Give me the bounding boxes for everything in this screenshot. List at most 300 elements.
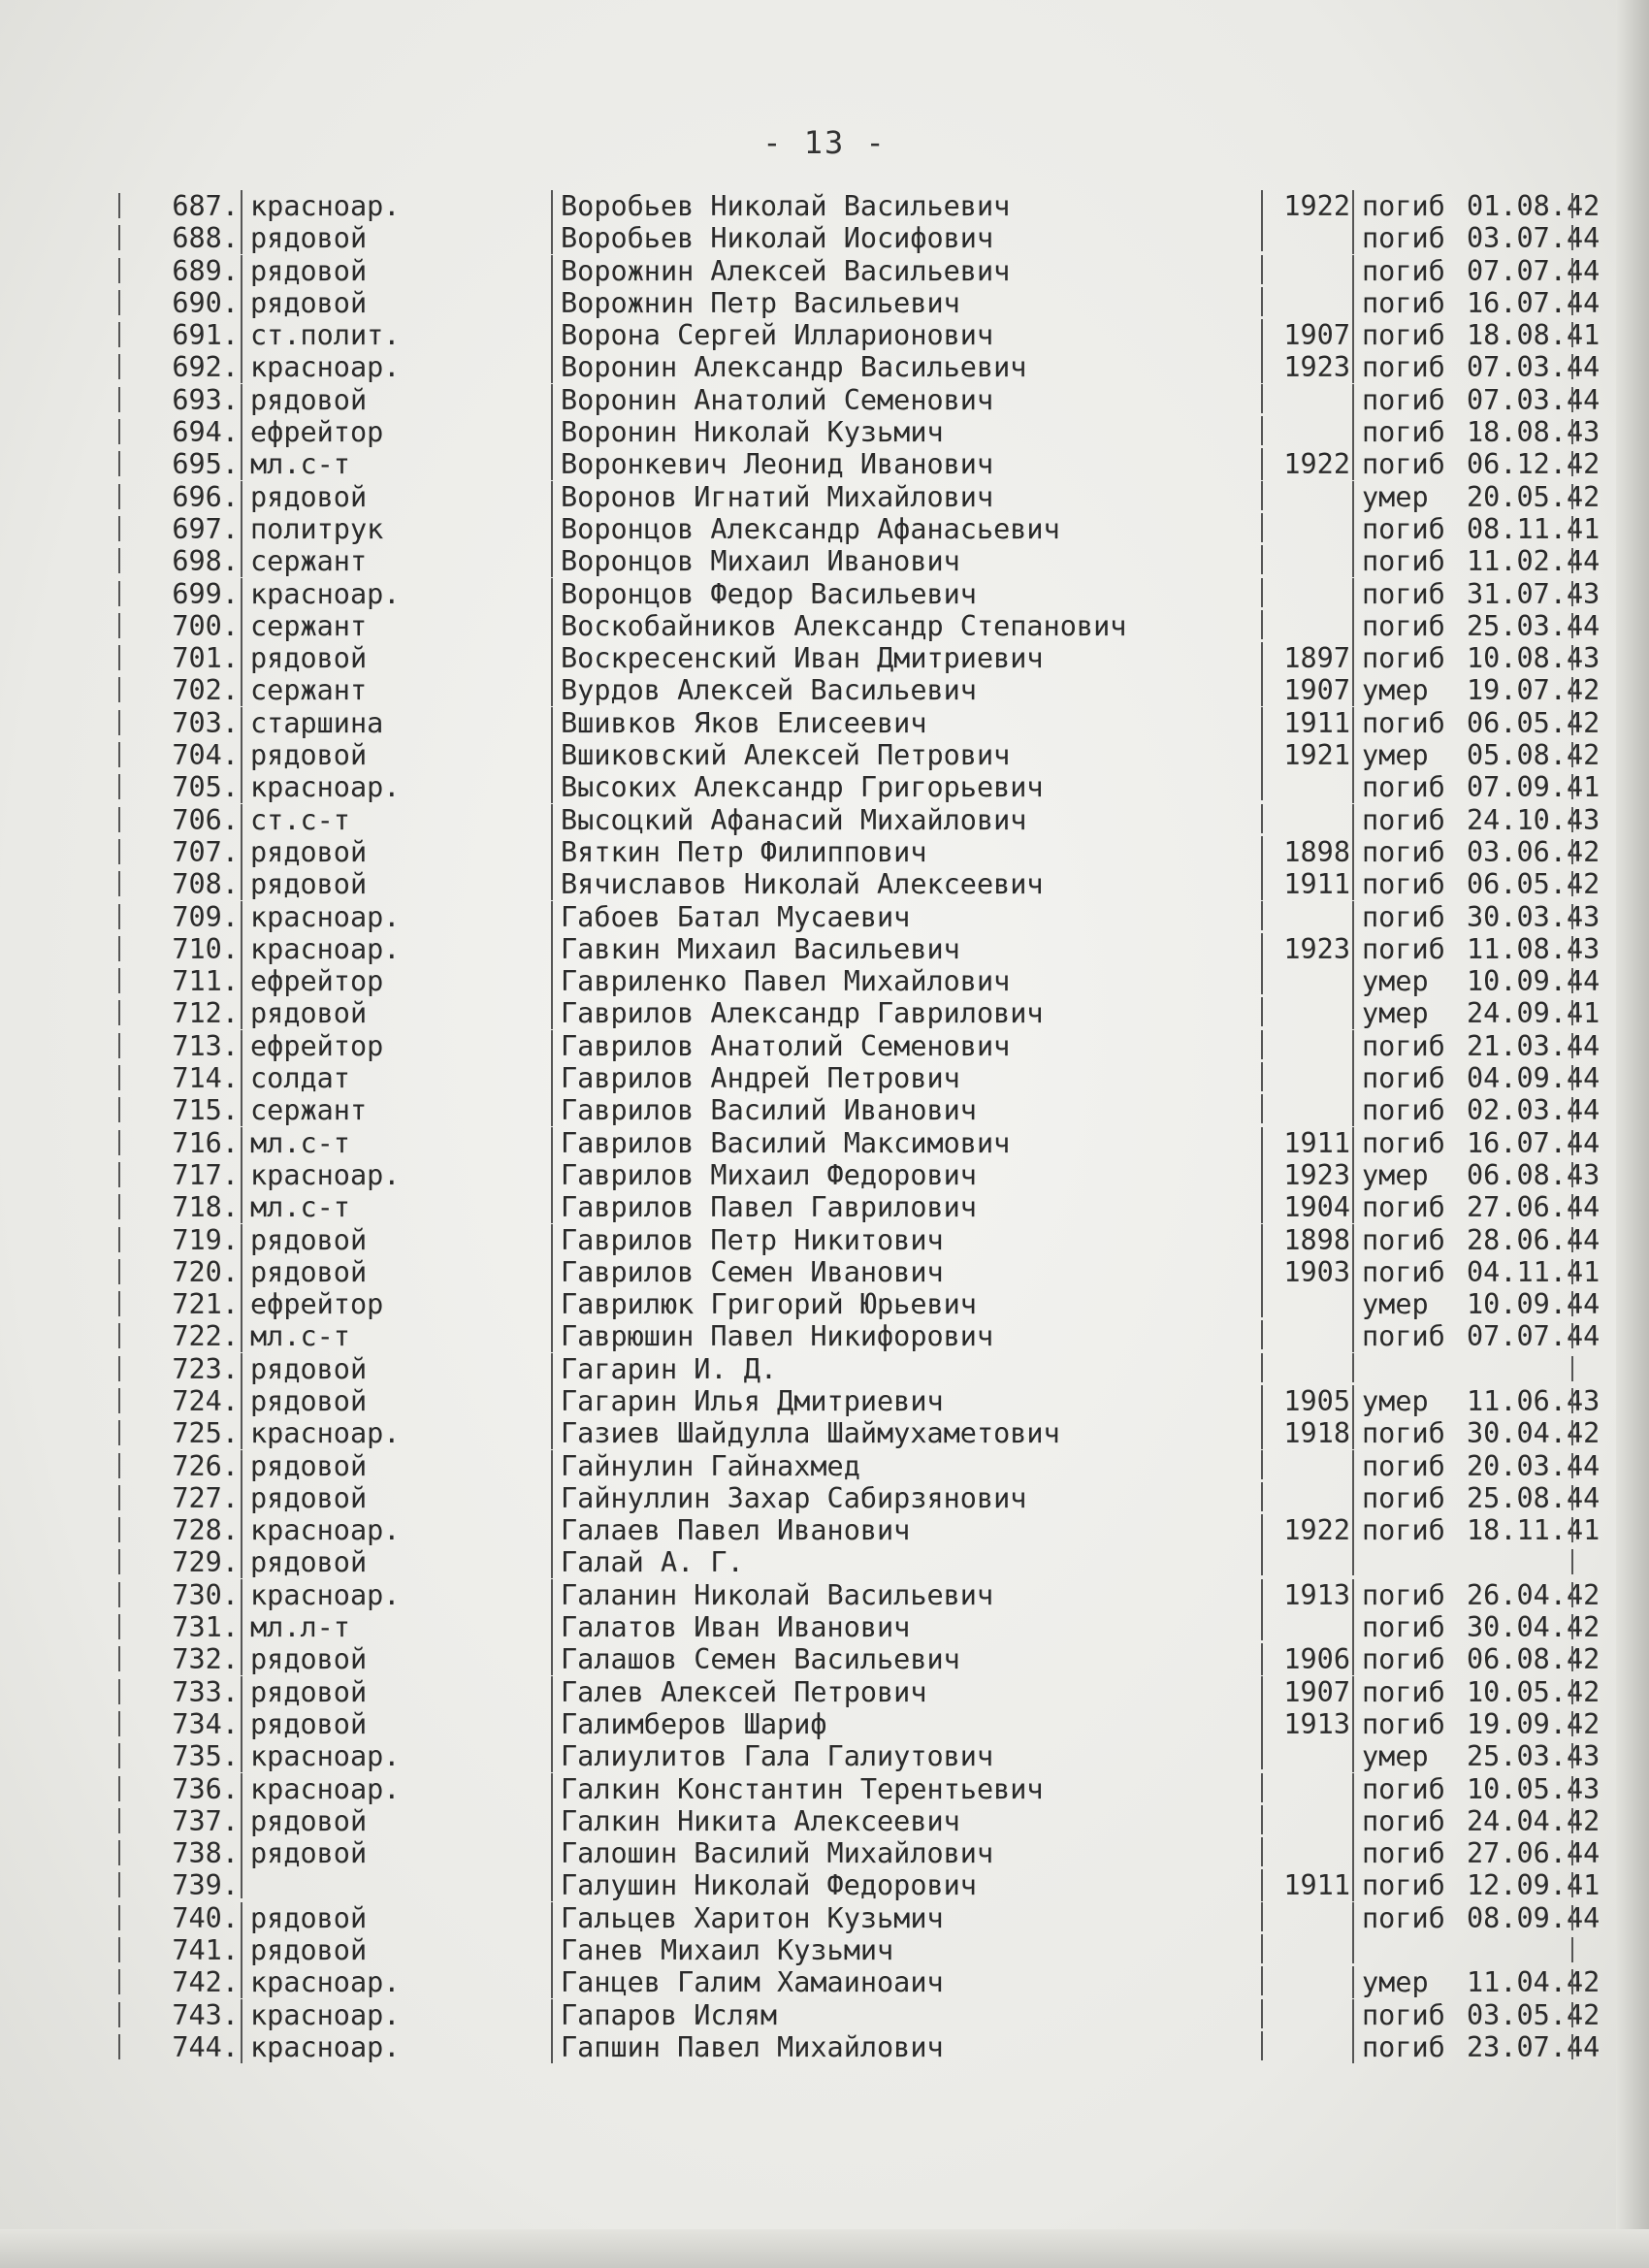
full-name-cell: Воскобайников Александр Степанович — [551, 610, 1267, 642]
table-row — [118, 2030, 1600, 2063]
birth-year-cell — [1261, 804, 1354, 833]
birth-year-cell — [1261, 1740, 1354, 1769]
birth-year-cell — [1261, 513, 1354, 542]
rank-cell: рядовой — [241, 868, 561, 900]
rank-cell: красноар. — [241, 901, 561, 933]
entry-number: 741. — [172, 1934, 239, 1967]
table-row — [118, 1126, 1600, 1159]
table-row — [118, 900, 1600, 933]
full-name-cell: Гайнулин Гайнахмед — [551, 1450, 1267, 1482]
full-name-cell: Вшиковский Алексей Петрович — [551, 739, 1267, 771]
date-cell: 04.09.44 — [1467, 1062, 1600, 1095]
full-name-cell: Гаврилов Петр Никитович — [551, 1224, 1267, 1256]
table-row — [118, 642, 1600, 675]
entry-number: 689. — [172, 254, 239, 287]
rank-cell: мл.с-т — [241, 1320, 561, 1352]
full-name-cell: Галимберов Шариф — [551, 1708, 1267, 1740]
date-cell: 16.07.44 — [1467, 286, 1600, 319]
full-name-cell: Гаврилов Семен Иванович — [551, 1256, 1267, 1288]
date-cell: 31.07.43 — [1467, 577, 1600, 610]
full-name-cell: Гагарин Илья Дмитриевич — [551, 1385, 1267, 1417]
birth-year-cell — [1261, 610, 1354, 639]
birth-year-cell: 1907 — [1261, 319, 1354, 351]
table-row — [118, 1384, 1600, 1417]
rank-cell: красноар. — [241, 1417, 561, 1449]
date-cell: 07.07.44 — [1467, 254, 1600, 287]
rank-cell: рядовой — [241, 1546, 561, 1578]
status-cell: погиб — [1352, 2031, 1478, 2063]
date-cell: 06.08.43 — [1467, 1158, 1600, 1191]
entry-number: 727. — [172, 1481, 239, 1514]
entry-number: 728. — [172, 1514, 239, 1547]
table-row — [118, 609, 1600, 642]
full-name-cell: Вячиславов Николай Алексеевич — [551, 868, 1267, 900]
date-cell: 11.02.44 — [1467, 545, 1600, 578]
entry-number: 732. — [172, 1643, 239, 1676]
date-cell: 10.05.43 — [1467, 1772, 1600, 1805]
rank-cell: старшина — [241, 707, 561, 739]
entry-number: 704. — [172, 739, 239, 772]
entry-number: 740. — [172, 1901, 239, 1934]
rank-cell: рядовой — [241, 1385, 561, 1417]
birth-year-cell: 1898 — [1261, 1224, 1354, 1256]
status-cell: умер — [1352, 1385, 1478, 1417]
rank-cell: рядовой — [241, 642, 561, 674]
entry-number: 724. — [172, 1384, 239, 1417]
date-cell: 06.05.42 — [1467, 868, 1600, 901]
date-cell: 07.03.44 — [1467, 383, 1600, 416]
date-cell: 07.03.44 — [1467, 351, 1600, 384]
date-cell: 21.03.44 — [1467, 1029, 1600, 1062]
table-row — [118, 1158, 1600, 1191]
full-name-cell: Вурдов Алексей Васильевич — [551, 674, 1267, 706]
rank-cell: рядовой — [241, 1224, 561, 1256]
entry-number: 692. — [172, 351, 239, 384]
full-name-cell: Гавриленко Павел Михайлович — [551, 965, 1267, 997]
rank-cell — [241, 1869, 561, 1898]
scan-edge-shadow-right — [1616, 0, 1649, 2268]
status-cell: погиб — [1352, 1417, 1478, 1449]
entry-number: 695. — [172, 448, 239, 481]
table-row — [118, 1998, 1600, 2031]
status-cell: погиб — [1352, 1611, 1478, 1643]
full-name-cell: Галев Алексей Петрович — [551, 1676, 1267, 1708]
scan-edge-shadow-bottom — [0, 2229, 1649, 2268]
status-cell: погиб — [1352, 351, 1478, 383]
full-name-cell: Гаврилов Василий Максимович — [551, 1127, 1267, 1159]
table-row — [118, 1449, 1600, 1482]
birth-year-cell: 1923 — [1261, 351, 1354, 383]
rank-cell: сержант — [241, 674, 561, 706]
birth-year-cell — [1261, 416, 1354, 445]
table-row — [118, 835, 1600, 868]
rank-cell: мл.с-т — [241, 1191, 561, 1223]
date-cell: 25.03.43 — [1467, 1740, 1600, 1773]
date-cell: 27.06.44 — [1467, 1837, 1600, 1870]
entry-number: 736. — [172, 1772, 239, 1805]
birth-year-cell: 1897 — [1261, 642, 1354, 674]
table-row — [118, 1772, 1600, 1805]
rank-cell: рядовой — [241, 1805, 561, 1837]
rank-cell: красноар. — [241, 2031, 561, 2063]
entry-number: 735. — [172, 1740, 239, 1773]
table-row — [118, 1934, 1573, 1966]
birth-year-cell — [1261, 1094, 1354, 1123]
status-cell: погиб — [1352, 1127, 1478, 1159]
status-cell: погиб — [1352, 1514, 1478, 1546]
birth-year-cell — [1261, 222, 1354, 251]
status-cell: погиб — [1352, 222, 1478, 254]
status-cell: погиб — [1352, 1676, 1478, 1708]
table-row — [118, 1966, 1600, 1999]
birth-year-cell — [1261, 1902, 1354, 1931]
birth-year-cell — [1261, 1611, 1354, 1640]
status-cell: погиб — [1352, 642, 1478, 674]
rank-cell: сержант — [241, 610, 561, 642]
rank-cell: ефрейтор — [241, 965, 561, 997]
date-cell: 08.11.41 — [1467, 512, 1600, 545]
full-name-cell: Воронин Анатолий Семенович — [551, 384, 1267, 416]
full-name-cell: Высоких Александр Григорьевич — [551, 771, 1267, 803]
date-cell: 28.06.44 — [1467, 1223, 1600, 1256]
status-cell: погиб — [1352, 1773, 1478, 1805]
table-row — [118, 512, 1600, 545]
entry-number: 742. — [172, 1966, 239, 1999]
rank-cell: красноар. — [241, 190, 561, 222]
full-name-cell: Воскресенский Иван Дмитриевич — [551, 642, 1267, 674]
full-name-cell: Гаврилов Михаил Федорович — [551, 1159, 1267, 1191]
table-row — [118, 1901, 1600, 1934]
rank-cell: красноар. — [241, 1579, 561, 1611]
birth-year-cell — [1261, 1320, 1354, 1349]
table-row — [118, 286, 1600, 319]
full-name-cell: Галкин Константин Терентьевич — [551, 1773, 1267, 1805]
date-cell: 16.07.44 — [1467, 1126, 1600, 1159]
birth-year-cell — [1261, 578, 1354, 607]
table-row — [118, 1546, 1573, 1578]
rank-cell: мл.л-т — [241, 1611, 561, 1643]
entry-number: 702. — [172, 674, 239, 707]
full-name-cell: Ганев Михаил Кузьмич — [551, 1934, 1267, 1966]
rank-cell: рядовой — [241, 997, 561, 1029]
status-cell: погиб — [1352, 1191, 1478, 1223]
table-row — [118, 1353, 1573, 1385]
rank-cell: рядовой — [241, 1482, 561, 1514]
table-row — [118, 448, 1600, 481]
status-cell — [1352, 1353, 1478, 1382]
birth-year-cell — [1261, 1546, 1354, 1575]
table-row — [118, 1094, 1600, 1127]
entry-number: 733. — [172, 1675, 239, 1708]
entry-number: 712. — [172, 997, 239, 1030]
table-row — [118, 1675, 1600, 1708]
status-cell: умер — [1352, 1159, 1478, 1191]
birth-year-cell — [1261, 1805, 1354, 1834]
date-cell: 07.07.44 — [1467, 1320, 1600, 1353]
table-row — [118, 868, 1600, 901]
birth-year-cell: 1922 — [1261, 448, 1354, 480]
birth-year-cell: 1907 — [1261, 1676, 1354, 1708]
full-name-cell: Гапшин Павел Михайлович — [551, 2031, 1267, 2063]
entry-number: 705. — [172, 771, 239, 804]
date-cell: 23.07.44 — [1467, 2030, 1600, 2063]
status-cell: погиб — [1352, 287, 1478, 319]
birth-year-cell: 1913 — [1261, 1579, 1354, 1611]
table-row — [118, 1643, 1600, 1676]
date-cell: 04.11.41 — [1467, 1255, 1600, 1288]
birth-year-cell: 1913 — [1261, 1708, 1354, 1740]
birth-year-cell — [1261, 2031, 1354, 2060]
birth-year-cell — [1261, 1966, 1354, 1995]
rank-cell: красноар. — [241, 771, 561, 803]
date-cell: 26.04.42 — [1467, 1578, 1600, 1611]
date-cell: 10.09.44 — [1467, 965, 1600, 998]
status-cell: погиб — [1352, 804, 1478, 836]
status-cell: погиб — [1352, 1030, 1478, 1062]
full-name-cell: Гайнуллин Захар Сабирзянович — [551, 1482, 1267, 1514]
date-cell: 30.04.42 — [1467, 1417, 1600, 1450]
full-name-cell: Гаврилюк Григорий Юрьевич — [551, 1288, 1267, 1320]
entry-number: 714. — [172, 1062, 239, 1095]
full-name-cell: Галкин Никита Алексеевич — [551, 1805, 1267, 1837]
birth-year-cell: 1923 — [1261, 1159, 1354, 1191]
entry-number: 688. — [172, 222, 239, 255]
status-cell: погиб — [1352, 1869, 1478, 1901]
entry-number: 698. — [172, 545, 239, 578]
full-name-cell: Галашов Семен Васильевич — [551, 1643, 1267, 1675]
rank-cell: рядовой — [241, 1676, 561, 1708]
entry-number: 706. — [172, 803, 239, 836]
birth-year-cell: 1911 — [1261, 707, 1354, 739]
birth-year-cell: 1898 — [1261, 836, 1354, 868]
status-cell: погиб — [1352, 1708, 1478, 1740]
status-cell: погиб — [1352, 1805, 1478, 1837]
date-cell: 30.03.43 — [1467, 900, 1600, 933]
table-row — [118, 1029, 1600, 1062]
status-cell — [1352, 1546, 1478, 1575]
entry-number: 731. — [172, 1611, 239, 1644]
table-row — [118, 1062, 1600, 1095]
full-name-cell: Ганцев Галим Хамаиноаич — [551, 1966, 1267, 1998]
table-row — [118, 1191, 1600, 1224]
rank-cell: рядовой — [241, 836, 561, 868]
status-cell: умер — [1352, 1288, 1478, 1320]
table-row — [118, 739, 1600, 772]
date-cell: 12.09.41 — [1467, 1869, 1600, 1902]
status-cell: погиб — [1352, 513, 1478, 545]
full-name-cell: Гаврилов Анатолий Семенович — [551, 1030, 1267, 1062]
rank-cell: рядовой — [241, 481, 561, 513]
birth-year-cell — [1261, 481, 1354, 510]
table-row — [118, 1320, 1600, 1353]
rank-cell: рядовой — [241, 1450, 561, 1482]
table-row — [118, 803, 1600, 836]
entry-number: 720. — [172, 1255, 239, 1288]
rank-cell: красноар. — [241, 1514, 561, 1546]
birth-year-cell: 1904 — [1261, 1191, 1354, 1223]
date-cell: 20.03.44 — [1467, 1449, 1600, 1482]
date-cell: 06.12.42 — [1467, 448, 1600, 481]
table-row — [118, 351, 1600, 384]
full-name-cell: Галиулитов Гала Галиутович — [551, 1740, 1267, 1772]
entry-number: 697. — [172, 512, 239, 545]
birth-year-cell — [1261, 965, 1354, 994]
entry-number: 710. — [172, 932, 239, 965]
full-name-cell: Галай А. Г. — [551, 1546, 1267, 1578]
table-row — [118, 1611, 1600, 1644]
birth-year-cell — [1261, 1999, 1354, 2028]
status-cell: умер — [1352, 674, 1478, 706]
table-row — [118, 1514, 1600, 1547]
entry-number: 687. — [172, 190, 239, 222]
date-cell: 02.03.44 — [1467, 1094, 1600, 1127]
table-row — [118, 416, 1600, 449]
date-cell: 01.08.42 — [1467, 190, 1600, 222]
rank-cell: ефрейтор — [241, 1288, 561, 1320]
status-cell: погиб — [1352, 1256, 1478, 1288]
entry-number: 725. — [172, 1417, 239, 1450]
rank-cell: мл.с-т — [241, 1127, 561, 1159]
table-row — [118, 1804, 1600, 1837]
full-name-cell: Вяткин Петр Филиппович — [551, 836, 1267, 868]
birth-year-cell: 1921 — [1261, 739, 1354, 771]
birth-year-cell — [1261, 1837, 1354, 1866]
birth-year-cell: 1922 — [1261, 190, 1354, 222]
date-cell: 06.08.42 — [1467, 1643, 1600, 1676]
entry-number: 718. — [172, 1191, 239, 1224]
birth-year-cell — [1261, 1450, 1354, 1479]
status-cell: погиб — [1352, 416, 1478, 448]
date-cell: 18.08.41 — [1467, 319, 1600, 352]
rank-cell: красноар. — [241, 578, 561, 610]
table-row — [118, 706, 1600, 739]
table-row — [118, 771, 1600, 804]
date-cell: 08.09.44 — [1467, 1901, 1600, 1934]
entry-number: 708. — [172, 868, 239, 901]
table-row — [118, 1707, 1600, 1740]
entry-number: 713. — [172, 1029, 239, 1062]
table-row — [118, 222, 1600, 255]
date-cell: 10.05.42 — [1467, 1675, 1600, 1708]
casualty-list-table — [118, 190, 1600, 2063]
birth-year-cell: 1911 — [1261, 1127, 1354, 1159]
full-name-cell: Галушин Николай Федорович — [551, 1869, 1267, 1901]
birth-year-cell: 1923 — [1261, 933, 1354, 965]
rank-cell: рядовой — [241, 1934, 561, 1966]
full-name-cell: Гаврюшин Павел Никифорович — [551, 1320, 1267, 1352]
rank-cell: красноар. — [241, 1999, 561, 2031]
birth-year-cell — [1261, 771, 1354, 800]
date-cell: 24.09.41 — [1467, 997, 1600, 1030]
full-name-cell: Высоцкий Афанасий Михайлович — [551, 804, 1267, 836]
full-name-cell: Гаврилов Александр Гаврилович — [551, 997, 1267, 1029]
page-number: - 13 - — [762, 124, 887, 161]
rank-cell: рядовой — [241, 384, 561, 416]
full-name-cell: Воронкевич Леонид Иванович — [551, 448, 1267, 480]
table-row — [118, 1255, 1600, 1288]
status-cell: умер — [1352, 481, 1478, 513]
table-row — [118, 1578, 1600, 1611]
rank-cell: ефрейтор — [241, 1030, 561, 1062]
full-name-cell: Воробьев Николай Васильевич — [551, 190, 1267, 222]
status-cell: погиб — [1352, 319, 1478, 351]
status-cell: погиб — [1352, 868, 1478, 900]
status-cell: умер — [1352, 739, 1478, 771]
table-row — [118, 965, 1600, 998]
full-name-cell: Воронцов Федор Васильевич — [551, 578, 1267, 610]
full-name-cell: Галатов Иван Иванович — [551, 1611, 1267, 1643]
birth-year-cell — [1261, 1030, 1354, 1059]
entry-number: 729. — [172, 1546, 239, 1579]
date-cell — [1467, 1934, 1566, 1963]
status-cell: погиб — [1352, 448, 1478, 480]
date-cell: 24.04.42 — [1467, 1804, 1600, 1837]
birth-year-cell — [1261, 384, 1354, 413]
entry-number: 693. — [172, 383, 239, 416]
full-name-cell: Гаврилов Василий Иванович — [551, 1094, 1267, 1126]
table-row — [118, 319, 1600, 352]
date-cell: 18.08.43 — [1467, 416, 1600, 449]
entry-number: 701. — [172, 642, 239, 675]
date-cell: 06.05.42 — [1467, 706, 1600, 739]
birth-year-cell — [1261, 1353, 1354, 1382]
table-row — [118, 577, 1600, 610]
status-cell: погиб — [1352, 836, 1478, 868]
table-row — [118, 674, 1600, 707]
entry-number: 709. — [172, 900, 239, 933]
rank-cell: рядовой — [241, 1708, 561, 1740]
status-cell: погиб — [1352, 384, 1478, 416]
rank-cell: мл.с-т — [241, 448, 561, 480]
full-name-cell: Ворона Сергей Илларионович — [551, 319, 1267, 351]
date-cell: 03.07.44 — [1467, 222, 1600, 255]
rank-cell: красноар. — [241, 1740, 561, 1772]
table-row — [118, 1223, 1600, 1256]
full-name-cell: Гаврилов Андрей Петрович — [551, 1062, 1267, 1094]
full-name-cell: Воробьев Николай Иосифович — [551, 222, 1267, 254]
date-cell — [1467, 1546, 1566, 1575]
date-cell — [1467, 1353, 1566, 1382]
rank-cell: красноар. — [241, 351, 561, 383]
full-name-cell: Воронцов Александр Афанасьевич — [551, 513, 1267, 545]
birth-year-cell: 1922 — [1261, 1514, 1354, 1546]
table-row — [118, 545, 1600, 578]
status-cell: погиб — [1352, 1482, 1478, 1514]
table-row — [118, 932, 1600, 965]
entry-number: 691. — [172, 319, 239, 352]
table-row — [118, 1837, 1600, 1870]
date-cell: 25.03.44 — [1467, 609, 1600, 642]
status-cell: погиб — [1352, 1094, 1478, 1126]
status-cell: погиб — [1352, 1062, 1478, 1094]
table-row — [118, 480, 1600, 513]
entry-number: 716. — [172, 1126, 239, 1159]
rank-cell: красноар. — [241, 1966, 561, 1998]
rank-cell: ст.с-т — [241, 804, 561, 836]
status-cell: погиб — [1352, 1320, 1478, 1352]
birth-year-cell — [1261, 1773, 1354, 1802]
status-cell: погиб — [1352, 1999, 1478, 2031]
date-cell: 10.09.44 — [1467, 1288, 1600, 1321]
full-name-cell: Воронцов Михаил Иванович — [551, 545, 1267, 577]
table-row — [118, 254, 1600, 287]
entry-number: 743. — [172, 1998, 239, 2031]
birth-year-cell: 1905 — [1261, 1385, 1354, 1417]
status-cell: погиб — [1352, 1643, 1478, 1675]
rank-cell: рядовой — [241, 287, 561, 319]
date-cell: 20.05.42 — [1467, 480, 1600, 513]
entry-number: 694. — [172, 416, 239, 449]
